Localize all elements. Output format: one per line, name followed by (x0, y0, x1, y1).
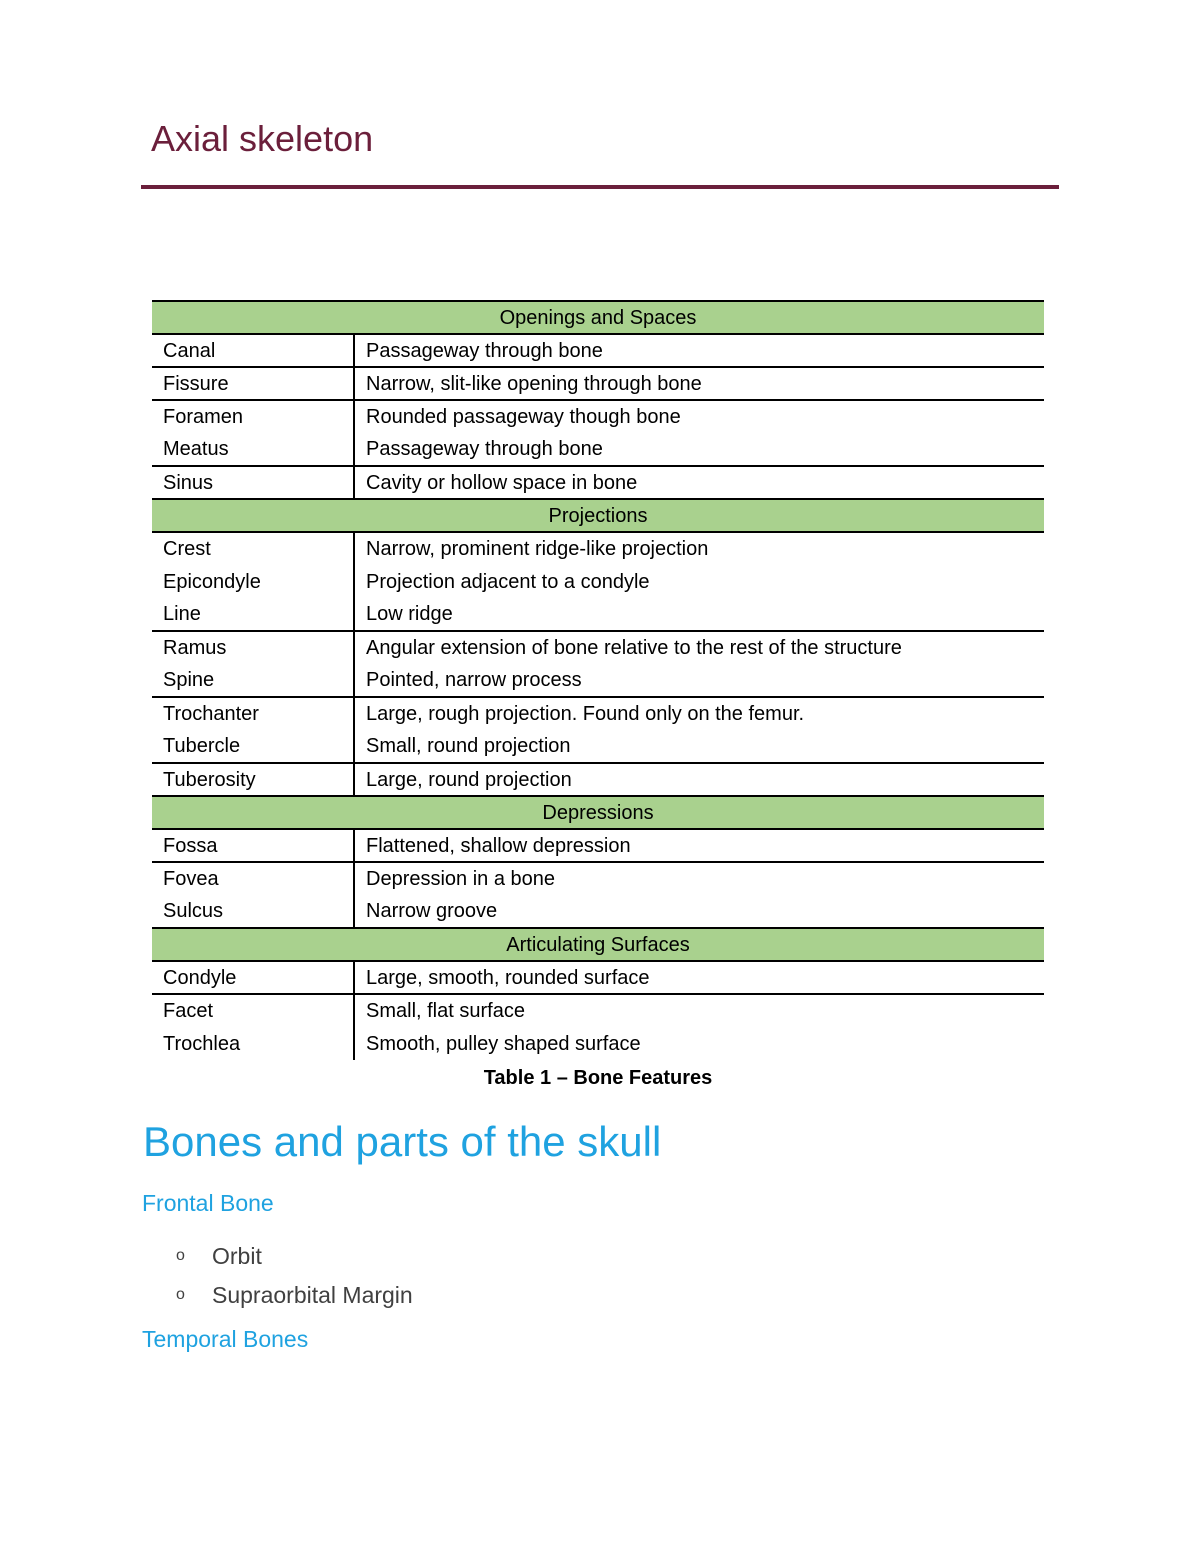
term-cell: Fissure (152, 367, 354, 400)
term-cell: Tuberosity (152, 763, 354, 796)
table-row (152, 829, 1044, 862)
term-cell: Facet (152, 994, 354, 1027)
definition-cell: Passageway through bone (354, 334, 1044, 367)
definition-cell: Pointed, narrow process (354, 664, 1044, 697)
list-item (176, 1275, 413, 1314)
definition-cell: Small, round projection (354, 730, 1044, 763)
definition-cell: Small, flat surface (366, 1000, 525, 1022)
skull-heading: Bones and parts of the skull (143, 1118, 662, 1165)
term-cell: Line (152, 598, 354, 631)
bone-features-table (152, 300, 1044, 1060)
table-row (152, 730, 1044, 763)
table-row (152, 433, 1044, 466)
table-row (152, 598, 1044, 631)
table-caption: Table 1 – Bone Features (483, 1067, 713, 1089)
table-section-header (152, 796, 1044, 829)
title-divider (141, 185, 1059, 189)
definition-cell: Depression in a bone (366, 868, 556, 890)
definition-cell: Flattened, shallow depression (354, 829, 1044, 862)
section-heading: Projections (152, 499, 1044, 532)
table-row (152, 367, 1044, 400)
definition-cell: Narrow groove (366, 900, 498, 922)
table-row (152, 664, 1044, 697)
page-title: Axial skeleton (151, 118, 374, 159)
frontal-bone-heading: Frontal Bone (142, 1190, 274, 1216)
table-section-header (152, 928, 1044, 961)
table-row (152, 400, 1044, 433)
section-heading: Openings and Spaces (152, 301, 1044, 334)
table-row (152, 697, 1044, 730)
table-row (152, 994, 1044, 1027)
section-heading: Articulating Surfaces (152, 928, 1044, 961)
definition-cell: Passageway through bone (354, 433, 1044, 466)
list-item-text: Orbit (212, 1242, 262, 1269)
definition-cell: Narrow, prominent ridge-like projection (366, 538, 709, 560)
term-cell: Trochlea (152, 1027, 354, 1060)
definition-cell: Low ridge (354, 598, 1044, 631)
term-cell: Foramen (152, 400, 354, 433)
table-row (152, 334, 1044, 367)
section-heading: Depressions (152, 796, 1044, 829)
definition-cell: Large, round projection (366, 768, 572, 791)
definition-cell: Projection adjacent to a condyle (366, 570, 650, 593)
term-cell: Canal (152, 334, 354, 367)
definition-cell: Rounded passageway though bone (366, 406, 681, 428)
list-item (176, 1236, 413, 1275)
table-row (152, 1027, 1044, 1060)
term-cell: Crest (152, 532, 354, 565)
definition-cell: Smooth, pulley shaped surface (366, 1032, 641, 1055)
definition-cell: Narrow, slit-like opening through bone (354, 367, 1044, 400)
frontal-bone-list (176, 1236, 413, 1314)
definition-cell: Large, rough projection. Found only on the femur. (366, 703, 805, 725)
term-cell: Tubercle (152, 730, 354, 763)
table-row (152, 895, 1044, 928)
term-cell: Epicondyle (152, 565, 354, 598)
table-row (152, 466, 1044, 499)
term-cell: Spine (152, 664, 354, 697)
temporal-bones-heading: Temporal Bones (142, 1326, 309, 1352)
definition-cell: Cavity or hollow space in bone (366, 471, 638, 494)
term-cell: Trochanter (152, 697, 354, 730)
definition-cell: Angular extension of bone relative to the rest of the structure (366, 637, 902, 659)
term-cell: Condyle (152, 961, 354, 994)
bullet-circle-icon: o (176, 1246, 185, 1264)
table-row (152, 631, 1044, 664)
list-item-text: Supraorbital Margin (212, 1281, 413, 1308)
definition-cell: Large, smooth, rounded surface (354, 961, 1044, 994)
term-cell: Fovea (152, 862, 354, 895)
table-row (152, 565, 1044, 598)
term-cell: Ramus (152, 631, 354, 664)
table-section-header (152, 301, 1044, 334)
table-row (152, 862, 1044, 895)
term-cell: Sinus (152, 466, 354, 499)
bullet-circle-icon: o (176, 1285, 185, 1303)
term-cell: Meatus (152, 433, 354, 466)
table-section-header (152, 499, 1044, 532)
table-row (152, 763, 1044, 796)
table-row (152, 961, 1044, 994)
term-cell: Fossa (152, 829, 354, 862)
table-row (152, 532, 1044, 565)
term-cell: Sulcus (152, 895, 354, 928)
